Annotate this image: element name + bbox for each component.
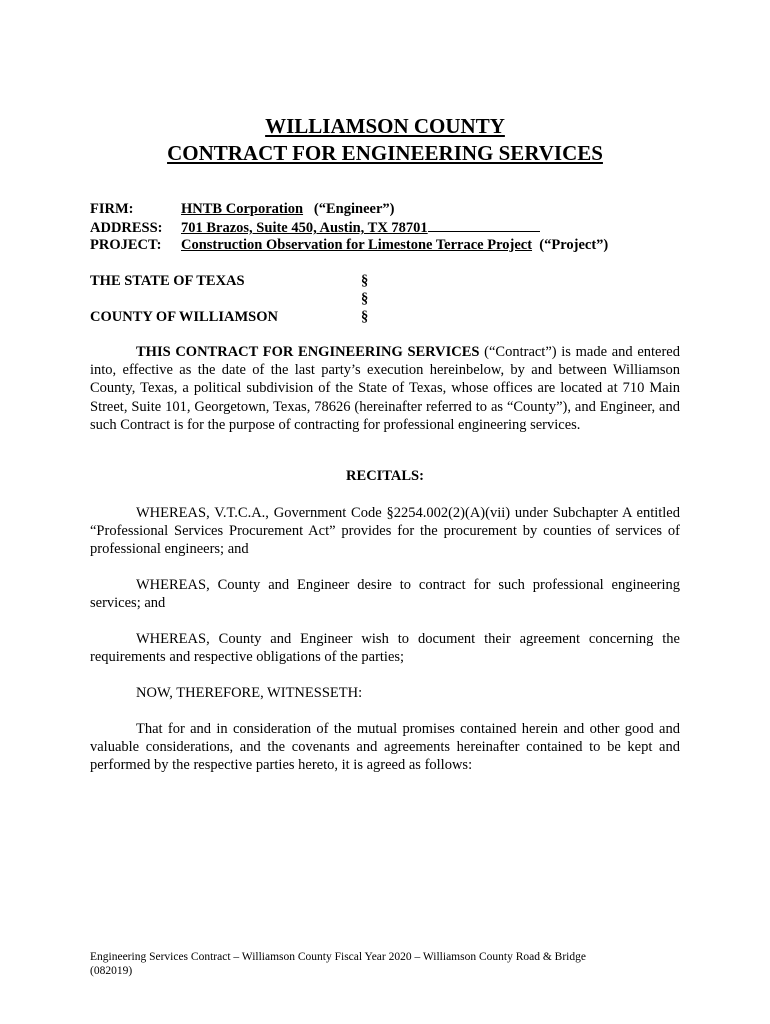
- section-symbol-1: §: [361, 273, 369, 289]
- intro-paragraph: [90, 343, 680, 434]
- address-value: 701 Brazos, Suite 450, Austin, TX 78701: [181, 220, 428, 236]
- intro-bold-lead: THIS CONTRACT FOR ENGINEERING SERVICES: [136, 344, 480, 360]
- address-row: [90, 218, 540, 237]
- footer-line-2: (082019): [90, 965, 133, 977]
- address-label: ADDRESS:: [90, 220, 163, 236]
- footer-line-1: Engineering Services Contract – Williamson County Fiscal Year 2020 – Williamson County Road & Bridge: [90, 951, 586, 963]
- address-underline: [428, 218, 540, 232]
- project-suffix: (“Project”): [539, 237, 609, 253]
- whereas-paragraph-3: WHEREAS, County and Engineer wish to document their agreement concerning the requirements and respective obligations of the parties;: [90, 631, 680, 666]
- consideration-paragraph: That for and in consideration of the mutual promises contained herein and other good and valuable considerations, and the covenants and agreements hereinafter contained to be kept and performed by the respective parties hereto, it is agreed as follows:: [90, 721, 680, 774]
- firm-suffix: (“Engineer”): [313, 201, 395, 217]
- firm-row: [90, 200, 394, 218]
- county-of-williamson: COUNTY OF WILLIAMSON: [90, 309, 278, 325]
- firm-label: FIRM:: [90, 201, 134, 217]
- now-therefore-line: NOW, THEREFORE, WITNESSETH:: [136, 685, 363, 701]
- section-symbol-3: §: [361, 309, 369, 325]
- project-label: PROJECT:: [90, 237, 162, 253]
- footer: [90, 950, 690, 978]
- whereas-paragraph-2: WHEREAS, County and Engineer desire to contract for such professional engineering services; and: [90, 577, 680, 612]
- document-title-county: WILLIAMSON COUNTY: [265, 114, 505, 138]
- recitals-heading: RECITALS:: [346, 468, 424, 484]
- whereas-paragraph-1: WHEREAS, V.T.C.A., Government Code §2254.002(2)(A)(vii) under Subchapter A entitled “Professional Services Procurement Act” provides for the procurement by counties of services of professional engineers; and: [90, 505, 680, 558]
- document-title-contract: CONTRACT FOR ENGINEERING SERVICES: [167, 141, 603, 165]
- section-symbol-2: §: [361, 291, 369, 307]
- firm-name: HNTB Corporation: [181, 201, 304, 217]
- project-value: Construction Observation for Limestone Terrace Project: [181, 237, 533, 253]
- state-of-texas: THE STATE OF TEXAS: [90, 273, 245, 289]
- project-row: [90, 236, 608, 254]
- intro-text: (“Contract”) is made and entered into, effective as the date of the last party’s execution hereinbelow, by and between Williamson County, Texas, a political subdivision of the State of Texas, whose offices are located at 710 Main Street, Suite 101, Georgetown, Texas, 78626 (hereinafter referred to as “County”), and Engineer, and such Contract is for the purpose of contracting for professional engineering services.: [90, 344, 680, 433]
